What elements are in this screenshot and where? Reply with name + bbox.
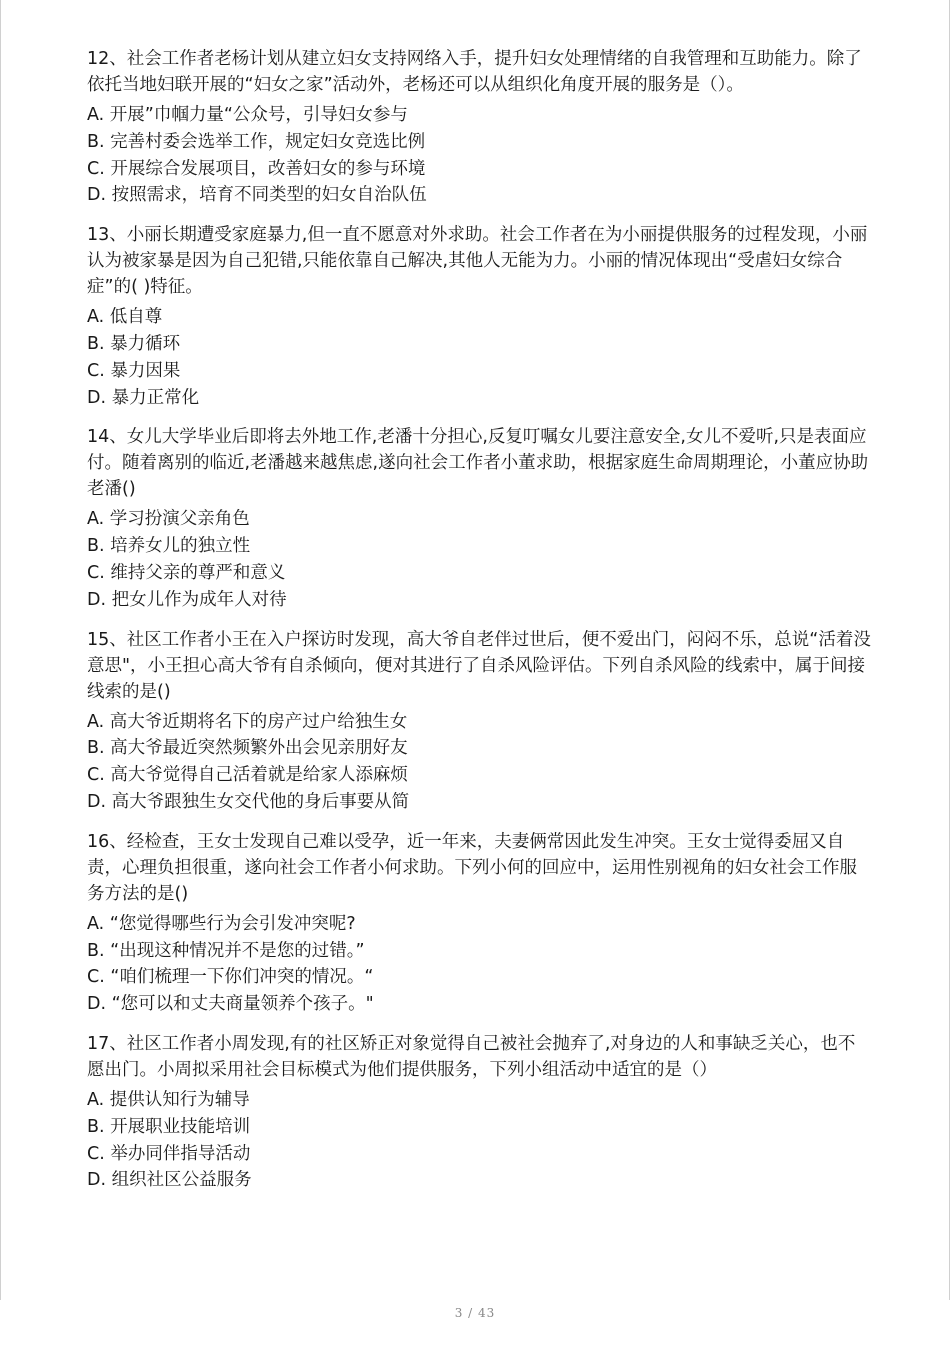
- option-a: A. 提供认知行为辅导: [87, 1089, 250, 1110]
- question-13: [87, 222, 872, 411]
- question-12: [87, 46, 872, 209]
- option-a: A. “您觉得哪些行为会引发冲突呢?: [87, 913, 356, 934]
- question-list: [87, 46, 872, 1207]
- option-b: B. 暴力循环: [87, 333, 181, 354]
- option-c: C. 举办同伴指导活动: [87, 1143, 251, 1164]
- option-a: A. 低自尊: [87, 307, 163, 328]
- option-d: D. 暴力正常化: [87, 387, 200, 408]
- option-c: C. 暴力因果: [87, 360, 181, 381]
- option-b: B. 开展职业技能培训: [87, 1116, 251, 1137]
- option-c: C. “咱们梳理一下你们冲突的情况。“: [87, 967, 374, 988]
- option-b: B. 高大爷最近突然频繁外出会见亲朋好友: [87, 738, 408, 759]
- question-stem: 15、社区工作者小王在入户探访时发现，高大爷自老伴过世后，便不爱出门，闷闷不乐，总说“活着没意思"，小王担心高大爷有自杀倾向，便对其进行了自杀风险评估。下列自杀风险的线索中，属于间接线索的是(): [87, 629, 871, 702]
- option-c: C. 高大爷觉得自己活着就是给家人添麻烦: [87, 765, 408, 786]
- option-b: B. 培养女儿的独立性: [87, 536, 251, 557]
- option-d: D. 组织社区公益服务: [87, 1170, 252, 1191]
- question-14: [87, 424, 872, 613]
- option-c: C. 开展综合发展项目，改善妇女的参与环境: [87, 158, 426, 179]
- option-a: A. 学习扮演父亲角色: [87, 509, 250, 530]
- question-15: [87, 627, 872, 816]
- option-b: B. “出现这种情况并不是您的过错。”: [87, 940, 365, 961]
- question-stem: 12、社会工作者老杨计划从建立妇女支持网络入手，提升妇女处理情绪的自我管理和互助能力。除了依托当地妇联开展的“妇女之家”活动外，老杨还可以从组织化角度开展的服务是（）。: [87, 49, 862, 95]
- option-c: C. 维持父亲的尊严和意义: [87, 562, 286, 583]
- question-stem: 16、经检查，王女士发现自己难以受孕，近一年来，夫妻俩常因此发生冲突。王女士觉得委屈又自责，心理负担很重，遂向社会工作者小何求助。下列小何的回应中，运用性别视角的妇女社会工作服务方法的是(): [87, 831, 857, 904]
- option-d: D. 把女儿作为成年人对待: [87, 589, 287, 610]
- question-16: [87, 829, 872, 1018]
- option-d: D. “您可以和丈夫商量领养个孩子。": [87, 994, 374, 1015]
- option-d: D. 高大爷跟独生女交代他的身后事要从简: [87, 791, 410, 812]
- question-stem: 14、女儿大学毕业后即将去外地工作,老潘十分担心,反复叮嘱女儿要注意安全,女儿不爱听,只是表面应付。随着离别的临近,老潘越来越焦虑,遂向社会工作者小董求助，根据家庭生命周期理论，小董应协助老潘(): [87, 427, 869, 500]
- question-17: [87, 1031, 872, 1194]
- question-stem: 17、社区工作者小周发现,有的社区矫正对象觉得自己被社会抛弃了,对身边的人和事缺乏关心，也不愿出门。小周拟采用社会目标模式为他们提供服务，下列小组活动中适宜的是（）: [87, 1033, 856, 1080]
- page-number: 3 / 43: [454, 1306, 496, 1320]
- option-a: A. 高大爷近期将名下的房产过户给独生女: [87, 711, 408, 732]
- question-stem: 13、小丽长期遭受家庭暴力,但一直不愿意对外求助。社会工作者在为小丽提供服务的过程发现，小丽认为被家暴是因为自己犯错,只能依靠自己解决,其他人无能为力。小丽的情况体现出“受虐妇女综合症”的( )特征。: [87, 225, 868, 298]
- option-d: D. 按照需求，培育不同类型的妇女自治队伍: [87, 185, 427, 206]
- option-b: B. 完善村委会选举工作，规定妇女竞选比例: [87, 131, 426, 152]
- option-a: A. 开展”巾帼力量“公众号，引导妇女参与: [87, 105, 408, 125]
